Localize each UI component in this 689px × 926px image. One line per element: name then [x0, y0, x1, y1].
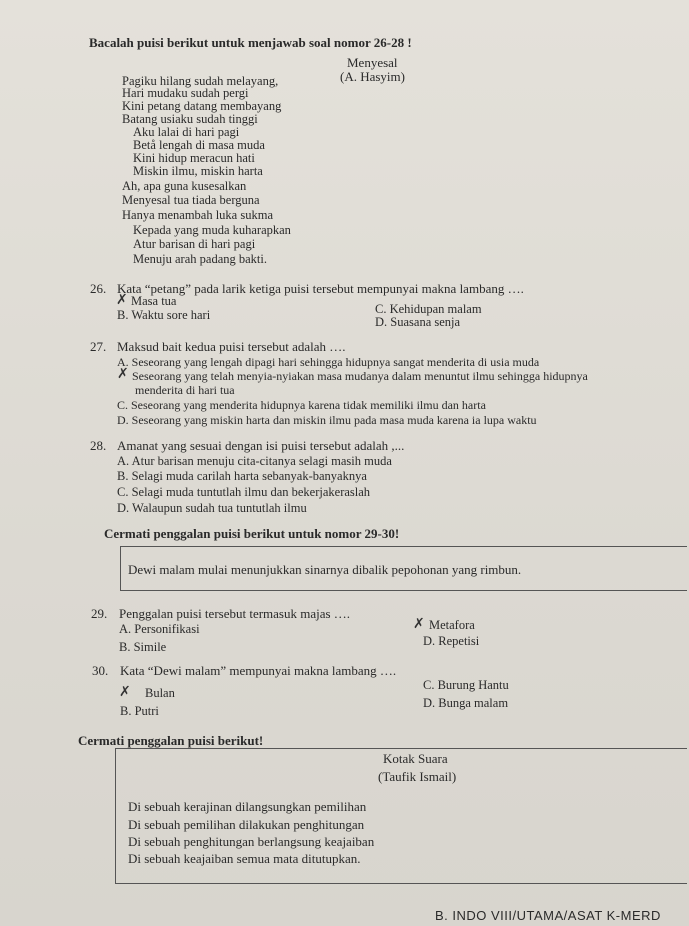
answer-cross-mark-icon: ✗	[117, 367, 129, 382]
answer-cross-mark-icon: ✗	[413, 617, 425, 632]
q26-number: 26.	[90, 281, 107, 296]
q28-option-d[interactable]: D. Walaupun sudah tua tuntutlah ilmu	[117, 501, 307, 515]
q30-option-b[interactable]: B. Putri	[120, 704, 159, 718]
poem2-title: Kotak Suara	[383, 751, 448, 766]
poem1-author: (A. Hasyim)	[340, 69, 405, 84]
poem1-line-9: Ah, apa guna kusesalkan	[122, 179, 247, 193]
q27-option-d[interactable]: D. Seseorang yang miskin harta dan miskin ilmu pada masa muda karena ia lupa waktu	[117, 413, 537, 427]
q27-option-b-line2[interactable]: menderita di hari tua	[135, 383, 235, 397]
q26-option-d[interactable]: D. Suasana senja	[375, 315, 461, 329]
poem1-line-13: Atur barisan di hari pagi	[133, 237, 256, 251]
excerpt-box-left-border	[120, 546, 121, 590]
poem1-line-1: Pagiku hilang sudah melayang,	[122, 74, 279, 88]
q28-question: Amanat yang sesuai dengan isi puisi tersebut adalah ,...	[117, 438, 405, 453]
answer-cross-mark-icon: ✗	[119, 685, 131, 700]
excerpt-box-top-border	[120, 546, 687, 547]
poem2-author: (Taufik Ismail)	[378, 769, 457, 784]
poem2-box-left-border	[115, 748, 116, 883]
q29-option-b[interactable]: B. Simile	[119, 640, 167, 654]
q30-option-c[interactable]: C. Burung Hantu	[423, 678, 509, 692]
q29-question: Penggalan puisi tersebut termasuk majas ….	[119, 606, 351, 621]
poem1-line-5: Aku lalai di hari pagi	[133, 125, 240, 139]
q26-option-b[interactable]: B. Waktu sore hari	[117, 308, 211, 322]
q27-option-a[interactable]: A. Seseorang yang lengah dipagi hari sehingga hidupnya sangat menderita di usia muda	[117, 355, 540, 369]
q28-option-c[interactable]: C. Selagi muda tuntutlah ilmu dan bekerjakeraslah	[117, 485, 371, 499]
poem2-line-4: Di sebuah keajaiban semua mata ditutupkan.	[128, 851, 361, 866]
q26-question: Kata “petang” pada larik ketiga puisi tersebut mempunyai makna lambang ….	[117, 281, 524, 296]
poem2-line-2: Di sebuah pemilihan dilakukan penghitungan	[128, 817, 365, 832]
q29-option-d[interactable]: D. Repetisi	[423, 634, 480, 648]
poem1-line-14: Menuju arah padang bakti.	[133, 252, 267, 266]
q29-option-c[interactable]: Metafora	[429, 618, 475, 632]
poem1-line-10: Menyesal tua tiada berguna	[122, 193, 260, 207]
q26-option-a[interactable]: Masa tua	[131, 294, 177, 308]
answer-cross-mark-icon: ✗	[116, 293, 128, 308]
poem-excerpt: Dewi malam mulai menunjukkan sinarnya dibalik pepohonan yang rimbun.	[128, 562, 522, 577]
page-footer: B. INDO VIII/UTAMA/ASAT K-MERD	[435, 908, 661, 923]
poem1-line-11: Hanya menambah luka sukma	[122, 208, 273, 222]
excerpt-box-bottom-border	[120, 590, 687, 591]
poem1-line-4: Batang usiaku sudah tinggi	[122, 112, 258, 126]
poem2-line-3: Di sebuah penghitungan berlangsung keajaiban	[128, 834, 375, 849]
q30-option-a[interactable]: Bulan	[145, 686, 175, 700]
poem2-line-1: Di sebuah kerajinan dilangsungkan pemilihan	[128, 799, 367, 814]
q28-number: 28.	[90, 438, 107, 453]
poem2-box-bottom-border	[115, 883, 687, 884]
poem2-box-top-border	[115, 748, 687, 749]
poem1-line-2: Hari mudaku sudah pergi	[122, 86, 249, 100]
poem1-line-12: Kepada yang muda kuharapkan	[133, 223, 291, 237]
q27-question: Maksud bait kedua puisi tersebut adalah ….	[117, 339, 346, 354]
poem1-line-8: Miskin ilmu, miskin harta	[133, 164, 263, 178]
q29-option-a[interactable]: A. Personifikasi	[119, 622, 200, 636]
poem1-line-6: Betå lengah di masa muda	[133, 138, 265, 152]
q30-option-d[interactable]: D. Bunga malam	[423, 696, 509, 710]
instruction-poem2: Cermati penggalan puisi berikut!	[78, 733, 264, 748]
instruction-26-28: Bacalah puisi berikut untuk menjawab soal nomor 26-28 !	[89, 35, 412, 50]
poem1-title: Menyesal	[347, 55, 398, 70]
poem1-line-3: Kini petang datang membayang	[122, 99, 282, 113]
instruction-29-30: Cermati penggalan puisi berikut untuk nomor 29-30!	[104, 526, 400, 541]
q29-number: 29.	[91, 606, 108, 621]
q27-number: 27.	[90, 339, 107, 354]
poem1-line-7: Kini hidup meracun hati	[133, 151, 255, 165]
q26-option-c[interactable]: C. Kehidupan malam	[375, 302, 482, 316]
q30-question: Kata “Dewi malam” mempunyai makna lambang ….	[120, 663, 397, 678]
q27-option-b-line1[interactable]: Seseorang yang telah menyia-nyiakan masa mudanya dalam menuntut ilmu sehingga hidupnya	[132, 369, 588, 383]
q30-number: 30.	[92, 663, 109, 678]
q27-option-c[interactable]: C. Seseorang yang menderita hidupnya karena tidak memiliki ilmu dan harta	[117, 398, 486, 412]
q28-option-a[interactable]: A. Atur barisan menuju cita-citanya selagi masih muda	[117, 454, 392, 468]
q28-option-b[interactable]: B. Selagi muda carilah harta sebanyak-banyaknya	[117, 469, 367, 483]
